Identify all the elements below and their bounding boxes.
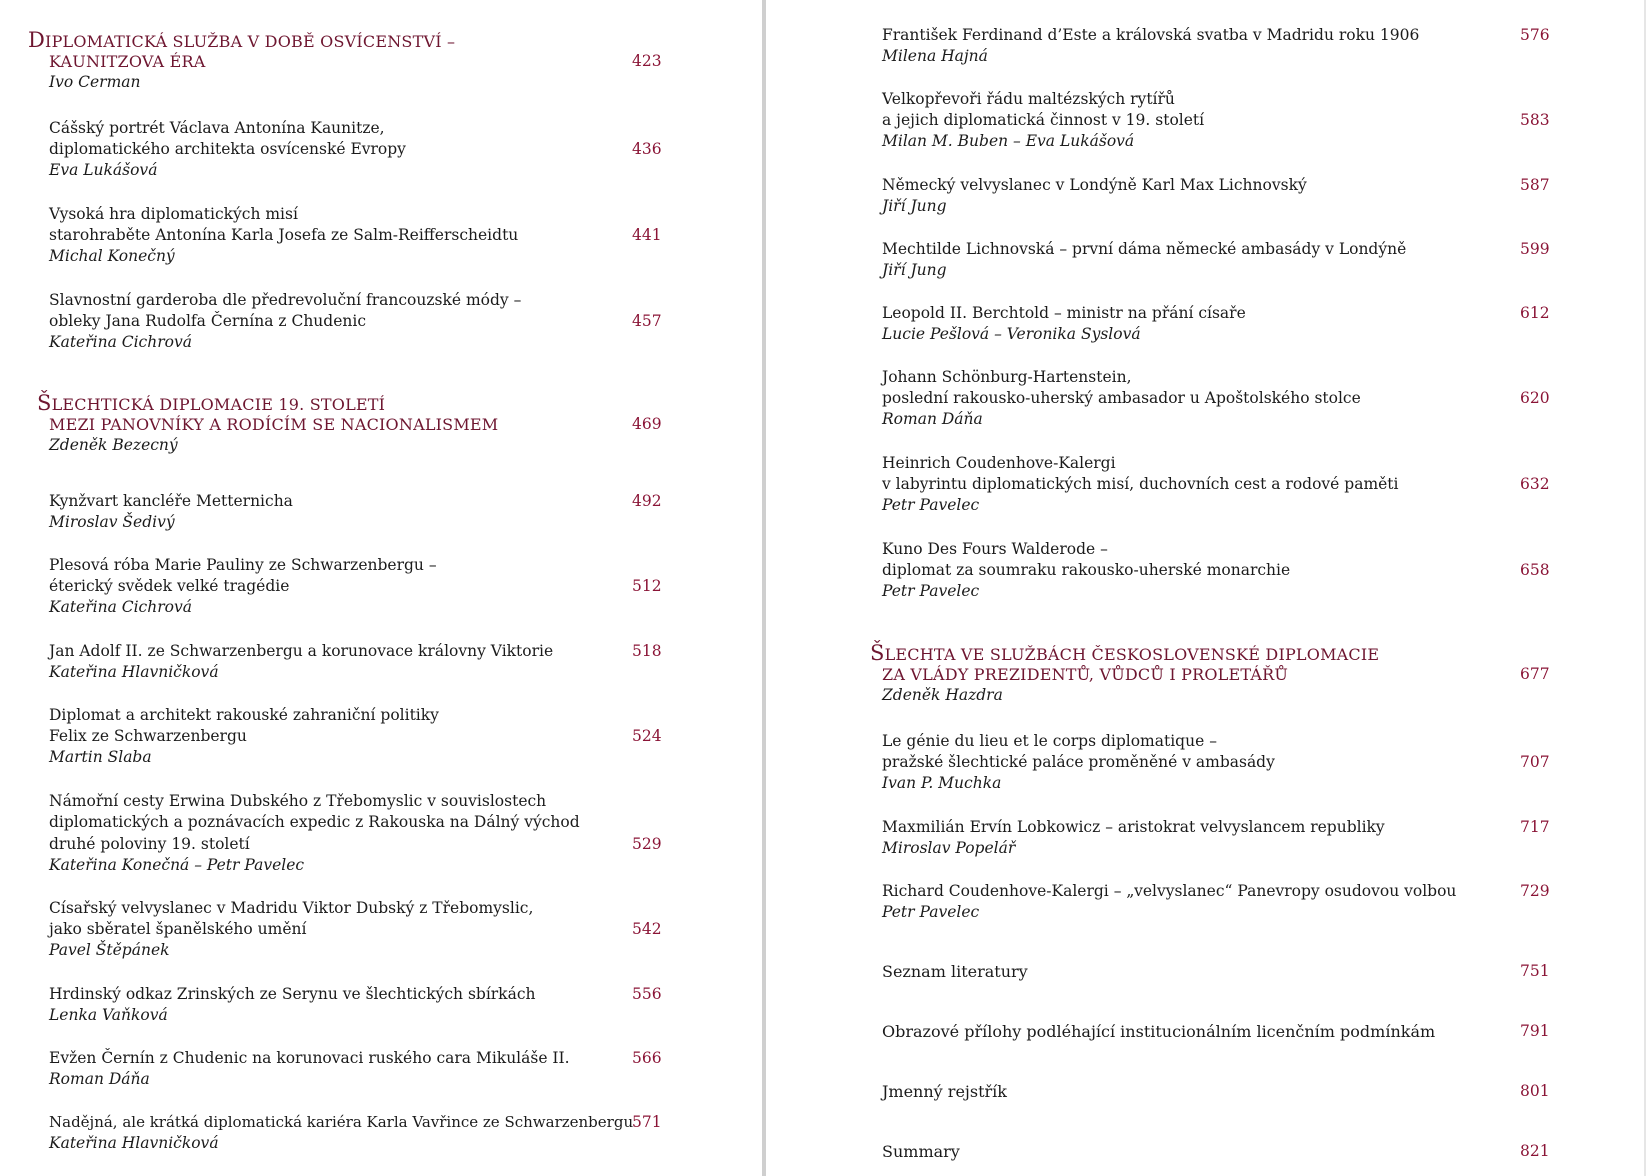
entry-title: Obrazové přílohy podléhající institucionálním licenčním podmínkám	[882, 1022, 1436, 1041]
toc-section[interactable]	[0, 30, 762, 100]
section-title: DIPLOMATICKÁ SLUŽBA V DOBĚ OSVÍCENSTVÍ – KAUNITZOVA ÉRA	[28, 28, 456, 72]
entry-page-number: 529	[632, 835, 662, 853]
entry-title: Jan Adolf II. ze Schwarzenbergu a korunovace královny Viktorie	[49, 642, 554, 660]
entry-page-number: 801	[1520, 1082, 1550, 1100]
entry-title: Nadějná, ale krátká diplomatická kariéra Karla Vavřince ze Schwarzenbergu	[49, 1113, 634, 1131]
entry-title: Leopold II. Berchtold – ministr na přání císaře	[882, 304, 1246, 322]
entry-page-number: 566	[632, 1049, 662, 1067]
entry-author: Zdeněk Hazdra	[882, 686, 1003, 704]
entry-page-number: 571	[632, 1113, 662, 1131]
entry-author: Kateřina Hlavničková	[49, 1134, 219, 1152]
entry-page-number: 707	[1520, 753, 1550, 771]
entry-title: Císařský velvyslanec v Madridu Viktor Dubský z Třebomyslic, jako sběratel španělského umění	[49, 899, 534, 939]
entry-title: Seznam literatury	[882, 962, 1028, 981]
entry-author: Eva Lukášová	[49, 161, 158, 179]
entry-title: Evžen Černín z Chudenic na korunovaci ruského cara Mikuláše II.	[49, 1049, 570, 1067]
entry-page-number: 632	[1520, 475, 1550, 493]
entry-author: Miroslav Šedivý	[49, 513, 175, 531]
entry-title: Kynžvart kancléře Metternicha	[49, 492, 293, 510]
entry-title: František Ferdinand d’Este a královská svatba v Madridu roku 1906	[882, 26, 1420, 44]
section-title: ŠLECHTICKÁ DIPLOMACIE 19. STOLETÍ MEZI PANOVNÍKY A RODÍCÍM SE NACIONALISMEM	[37, 391, 499, 435]
entry-page-number: 791	[1520, 1022, 1550, 1040]
section-title: ŠLECHTA VE SLUŽBÁCH ČESKOSLOVENSKÉ DIPLOMACIE ZA VLÁDY PREZIDENTŮ, VŮDCŮ I PROLETÁŘŮ	[870, 641, 1380, 685]
entry-title: Johann Schönburg-Hartenstein, poslední rakousko-uherský ambasador u Apoštolského stolce	[882, 368, 1361, 408]
entry-author: Kateřina Hlavničková	[49, 663, 219, 681]
entry-title: Plesová róba Marie Pauliny ze Schwarzenbergu – éterický svědek velké tragédie	[49, 556, 437, 596]
entry-title: Maxmilián Ervín Lobkowicz – aristokrat velvyslancem republiky	[882, 818, 1385, 836]
entry-author: Lenka Vaňková	[49, 1006, 168, 1024]
entry-page-number: 492	[632, 492, 662, 510]
entry-title: Hrdinský odkaz Zrinských ze Serynu ve šlechtických sbírkách	[49, 985, 536, 1003]
entry-page-number: 612	[1520, 304, 1550, 322]
entry-page-number: 441	[632, 226, 662, 244]
section-initial: Š	[870, 641, 885, 665]
entry-author: Jiří Jung	[882, 261, 947, 279]
entry-page-number: 518	[632, 642, 662, 660]
entry-title: Německý velvyslanec v Londýně Karl Max Lichnovský	[882, 176, 1307, 194]
entry-title: Jmenný rejstřík	[882, 1082, 1007, 1101]
entry-author: Kateřina Cichrová	[49, 333, 192, 351]
entry-author: Roman Dáňa	[882, 410, 983, 428]
entry-author: Milena Hajná	[882, 47, 988, 65]
entry-author: Zdeněk Bezecný	[49, 436, 178, 454]
entry-page-number: 599	[1520, 240, 1550, 258]
entry-title: Le génie du lieu et le corps diplomatique – pražské šlechtické paláce proměněné v ambasády	[882, 732, 1275, 772]
entry-author: Petr Pavelec	[882, 582, 980, 600]
left-page	[0, 0, 762, 1176]
entry-author: Roman Dáňa	[49, 1070, 150, 1088]
entry-title: Velkopřevoři řádu maltézských rytířů a jejich diplomatická činnost v 19. století	[882, 90, 1205, 130]
entry-title: Summary	[882, 1142, 960, 1161]
entry-page-number: 587	[1520, 176, 1550, 194]
entry-page-number: 717	[1520, 818, 1550, 836]
entry-page-number: 542	[632, 920, 662, 938]
entry-page-number: 677	[1520, 665, 1550, 683]
entry-author: Kateřina Cichrová	[49, 598, 192, 616]
entry-author: Pavel Štěpánek	[49, 941, 170, 959]
entry-author: Michal Konečný	[49, 247, 175, 265]
entry-title: Mechtilde Lichnovská – první dáma německé ambasády v Londýně	[882, 240, 1407, 258]
entry-page-number: 469	[632, 415, 662, 433]
entry-page-number: 729	[1520, 882, 1550, 900]
entry-author: Ivo Cerman	[49, 73, 141, 91]
entry-page-number: 512	[632, 577, 662, 595]
entry-page-number: 423	[632, 52, 662, 70]
entry-page-number: 576	[1520, 26, 1550, 44]
entry-page-number: 658	[1520, 561, 1550, 579]
entry-page-number: 821	[1520, 1142, 1550, 1160]
entry-author: Miroslav Popelář	[882, 839, 1016, 857]
entry-page-number: 457	[632, 312, 662, 330]
entry-author: Petr Pavelec	[882, 496, 980, 514]
entry-title: Námořní cesty Erwina Dubského z Třebomyslic v souvislostech diplomatických a poznávacích expedic z Rakouska na Dálný východ druhé poloviny 19. století	[49, 792, 580, 853]
section-initial: D	[28, 28, 46, 52]
entry-page-number: 556	[632, 985, 662, 1003]
entry-title: Richard Coudenhove-Kalergi – „velvyslanec“ Panevropy osudovou volbou	[882, 882, 1457, 900]
entry-title: Vysoká hra diplomatických misí starohraběte Antonína Karla Josefa ze Salm-Reifferscheidtu	[49, 205, 519, 245]
entry-author: Milan M. Buben – Eva Lukášová	[882, 132, 1135, 150]
entry-author: Jiří Jung	[882, 197, 947, 215]
entry-page-number: 436	[632, 140, 662, 158]
entry-author: Lucie Pešlová – Veronika Syslová	[882, 325, 1141, 343]
entry-title: Slavnostní garderoba dle předrevoluční francouzské módy – obleky Jana Rudolfa Černína z Chudenic	[49, 291, 522, 331]
entry-title: Kuno Des Fours Walderode – diplomat za soumraku rakousko-uherské monarchie	[882, 540, 1291, 580]
entry-page-number: 524	[632, 727, 662, 745]
section-initial: Š	[37, 391, 52, 415]
entry-title: Diplomat a architekt rakouské zahraniční politiky Felix ze Schwarzenbergu	[49, 706, 439, 746]
entry-title: Cášský portrét Václava Antonína Kaunitze, diplomatického architekta osvícenské Evropy	[49, 119, 406, 159]
entry-page-number: 751	[1520, 962, 1550, 980]
entry-page-number: 583	[1520, 111, 1550, 129]
entry-author: Martin Slaba	[49, 748, 152, 766]
entry-author: Kateřina Konečná – Petr Pavelec	[49, 856, 305, 874]
entry-author: Petr Pavelec	[882, 903, 980, 921]
right-page	[766, 0, 1649, 1176]
entry-title: Heinrich Coudenhove-Kalergi v labyrintu diplomatických misí, duchovních cest a rodové paměti	[882, 454, 1399, 494]
entry-page-number: 620	[1520, 389, 1550, 407]
entry-author: Ivan P. Muchka	[882, 774, 1002, 792]
